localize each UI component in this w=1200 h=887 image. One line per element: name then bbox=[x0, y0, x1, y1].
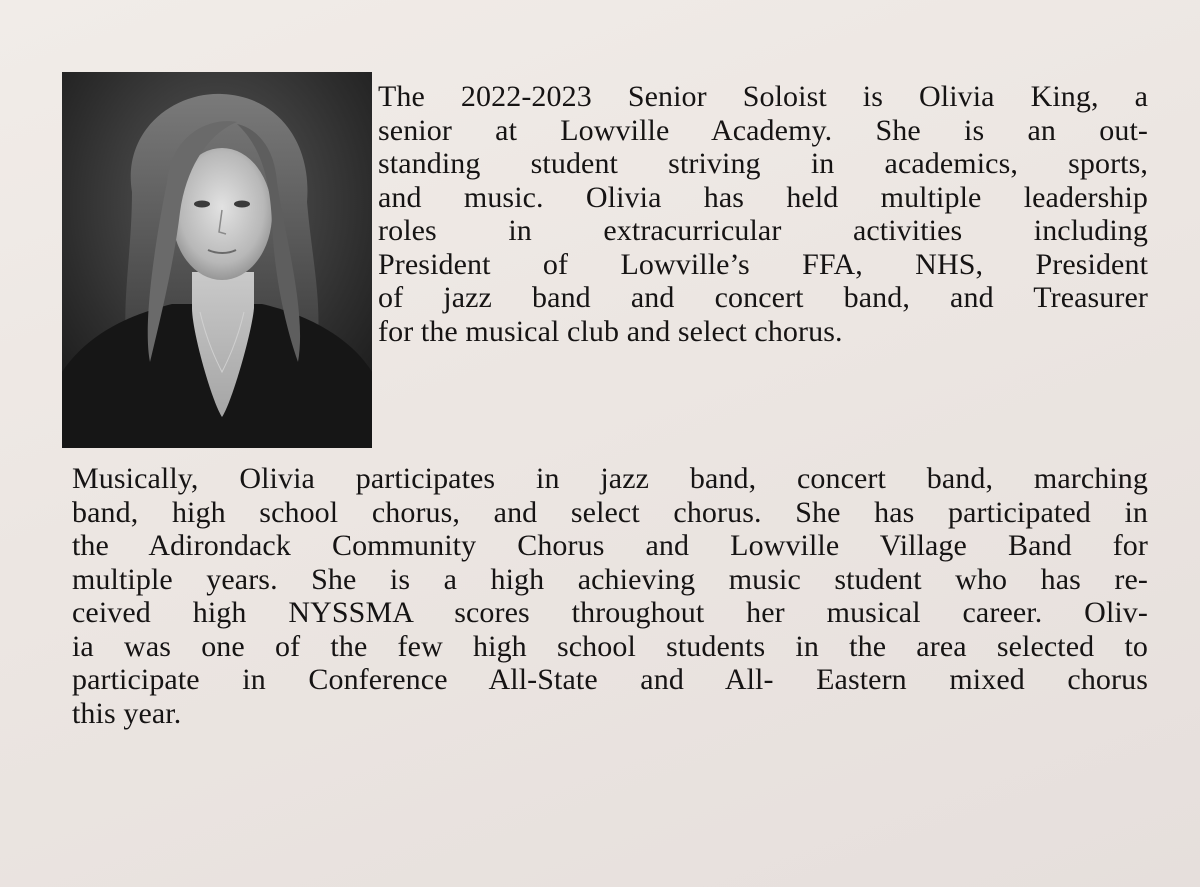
text-line: this year. bbox=[72, 696, 182, 730]
text-line: roles in extracurricular activities including bbox=[378, 214, 1148, 247]
text-line: ceived high NYSSMA scores throughout her musical career. Oliv- bbox=[72, 596, 1148, 629]
text-line: ia was one of the few high school students in the area selected to bbox=[72, 629, 1148, 663]
bio-paragraph-intro bbox=[378, 80, 1148, 348]
text-line: The 2022-2023 Senior Soloist is Olivia King, a bbox=[378, 80, 1148, 113]
text-line: standing student striving in academics, sports, bbox=[378, 147, 1148, 180]
portrait-photo bbox=[62, 72, 372, 448]
text-line: for the musical club and select chorus. bbox=[378, 314, 843, 348]
bio-paragraph-music bbox=[72, 462, 1148, 730]
text-line: President of Lowville’s FFA, NHS, President bbox=[378, 247, 1148, 281]
text-line: Musically, Olivia participates in jazz band, concert band, marching bbox=[72, 462, 1148, 495]
portrait-image bbox=[62, 72, 372, 448]
text-line: of jazz band and concert band, and Treasurer bbox=[378, 281, 1148, 314]
text-line: the Adirondack Community Chorus and Lowville Village Band for bbox=[72, 529, 1148, 562]
text-line: participate in Conference All-State and All- Eastern mixed chorus bbox=[72, 663, 1148, 696]
text-line: band, high school chorus, and select chorus. She has participated in bbox=[72, 495, 1148, 529]
text-line: and music. Olivia has held multiple leadership bbox=[378, 180, 1148, 214]
text-line: senior at Lowville Academy. She is an out- bbox=[378, 113, 1148, 147]
text-line: multiple years. She is a high achieving music student who has re- bbox=[72, 562, 1148, 596]
